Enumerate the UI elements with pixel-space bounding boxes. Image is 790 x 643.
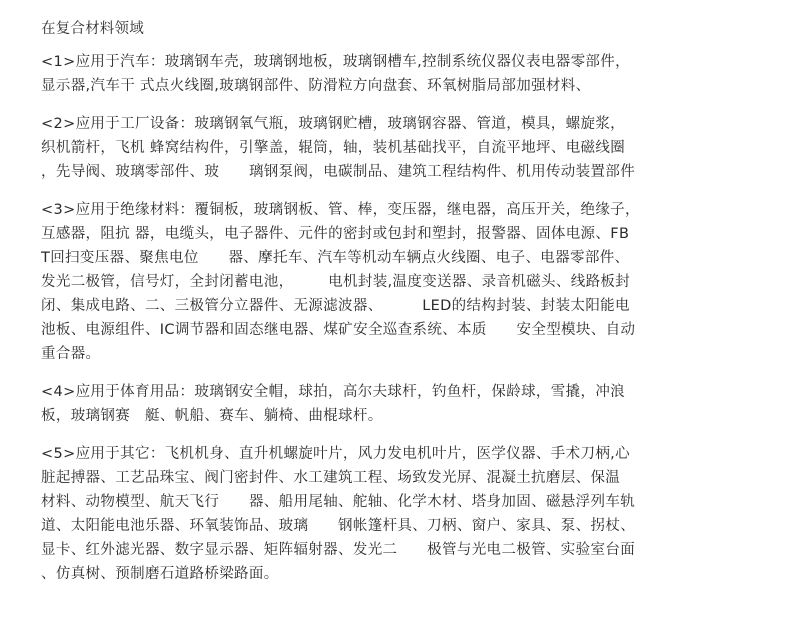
section-automotive [41, 50, 760, 98]
paragraph-line: <3>应用于绝缘材料：覆铜板，玻璃钢板、管、棒，变压器，继电器，高压开关，绝缘子， [41, 202, 640, 218]
paragraph-line: 显卡、红外滤光器、数字显示器、矩阵辐射器、发光二 极管与光电二极管、实验室台面 [41, 542, 636, 558]
paragraph-line: 、仿真树、预制磨石道路桥梁路面。 [41, 566, 279, 582]
paragraph-line: 闭、集成电路、二、三极管分立器件、无源滤波器、 LED的结构封装、封装太阳能电 [41, 298, 630, 314]
document-title: 在复合材料领域 [41, 21, 144, 37]
paragraph-line: 发光二极管，信号灯，全封闭蓄电池， 电机封装,温度变送器、录音机磁头、线路板封 [41, 274, 631, 290]
paragraph-line: 织机箭杆，飞机 蜂窝结构件，引擎盖，辊筒，轴，装机基础找平，自流平地坪、电磁线圈 [41, 140, 626, 156]
paragraph-line: 脏起搏器、工艺品珠宝、阀门密封件、水工建筑工程、场致发光屏、混凝土抗磨层、保温 [41, 470, 621, 486]
section-insulation-materials [41, 198, 760, 366]
paragraph-line: <1>应用于汽车：玻璃钢车壳，玻璃钢地板，玻璃钢槽车,控制系统仪器仪表电器零部件， [41, 54, 630, 70]
paragraph-line: <2>应用于工厂设备：玻璃钢氧气瓶，玻璃钢贮槽，玻璃钢容器、管道，模具，螺旋浆， [41, 116, 626, 132]
paragraph-line: <4>应用于体育用品：玻璃钢安全帽，球拍，高尔夫球杆，钓鱼杆，保龄球，雪撬，冲浪 [41, 384, 626, 400]
paragraph-line: 板，玻璃钢赛 艇、帆船、赛车、躺椅、曲棍球杆。 [41, 408, 383, 424]
paragraph-line: 互感器，阻抗 器，电缆头，电子器件、元件的密封或包封和塑封，报警器、固体电源、FB [41, 226, 630, 242]
section-sports-goods [41, 380, 760, 428]
section-other-applications [41, 442, 760, 586]
paragraph-line: ，先导阀、玻璃零部件、玻 璃钢泵阀，电碳制品、建筑工程结构件、机用传动装置部件 [41, 164, 636, 180]
paragraph-line: T回扫变压器、聚焦电位 器、摩托车、汽车等机动车辆点火线圈、电子、电器零部件、 [41, 250, 630, 266]
paragraph-line: 池板、电源组件、IC调节器和固态继电器、煤矿安全巡查系统、本质 安全型模块、自动 [41, 322, 636, 338]
paragraph-line: 显示器,汽车干 式点火线圈,玻璃钢部件、防滑粒方向盘套、环氧树脂局部加强材料、 [41, 78, 591, 94]
paragraph-line: 道、太阳能电池乐器、环氧装饰品、玻璃 钢帐篷杆具、刀柄、窗户、家具、泵、拐杖、 [41, 518, 636, 534]
paragraph-line: 材料、动物模型、航天飞行 器、船用尾轴、舵轴、化学木材、塔身加固、磁悬浮列车轨 [41, 494, 636, 510]
paragraph-line: 重合器。 [41, 346, 101, 362]
section-factory-equipment [41, 112, 760, 184]
paragraph-line: <5>应用于其它：飞机机身、直升机螺旋叶片，风力发电机叶片，医学仪器、手术刀柄,心 [41, 446, 630, 462]
